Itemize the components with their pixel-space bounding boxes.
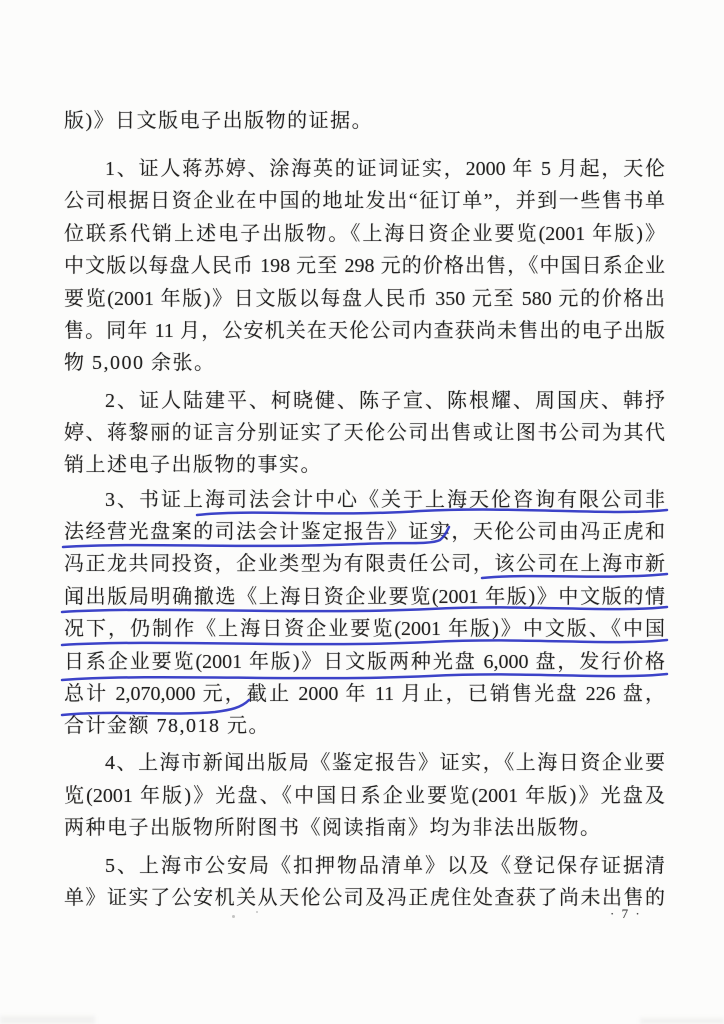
page-number: · 7 · [610, 906, 642, 921]
document-line: 售。同年 11 月，公安机关在天伦公司内查获尚未售出的电子出版 [64, 320, 665, 342]
document-line: 闻出版局明确撤选《上海日资企业要览(2001 年版)》中文版的情 [64, 586, 665, 608]
document-line: 日系企业要览(2001 年版)》日文版两种光盘 6,000 盘，发行价格 [64, 651, 665, 673]
document-line: 合计金额 78,018 元。 [64, 715, 270, 737]
document-line: 览(2001 年版)》光盘、《中国日系企业要览(2001 年版)》光盘及 [64, 785, 665, 807]
document-line: 1、证人蒋苏婷、涂海英的证词证实，2000 年 5 月起，天伦 [105, 158, 665, 180]
document-line: 位联系代销上述电子出版物。《上海日资企业要览(2001 年版)》 [64, 223, 665, 245]
document-line: 婷、蒋黎丽的证言分别证实了天伦公司出售或让图书公司为其代 [64, 422, 665, 444]
scan-speck [256, 911, 258, 913]
scan-smudge [0, 1016, 95, 1024]
document-line: 销上述电子出版物的事实。 [64, 454, 322, 476]
document-line: 总计 2,070,000 元，截止 2000 年 11 月止，已销售光盘 226 盘， [64, 683, 665, 705]
document-line: 法经营光盘案的司法会计鉴定报告》证实，天伦公司由冯正虎和 [64, 521, 665, 543]
document-line: 单》证实了公安机关从天伦公司及冯正虎住处查获了尚未出售的 [64, 887, 665, 909]
document-line: 要览(2001 年版)》日文版以每盘人民币 350 元至 580 元的价格出 [64, 288, 665, 310]
document-line: 冯正龙共同投资，企业类型为有限责任公司，该公司在上海市新 [64, 553, 665, 575]
scan-speck [232, 915, 235, 918]
document-line: 况下，仍制作《上海日资企业要览(2001 年版)》中文版、《中国 [64, 618, 665, 640]
document-line: 5、上海市公安局《扣押物品清单》以及《登记保存证据清 [105, 855, 665, 877]
document-line: 4、上海市新闻出版局《鉴定报告》证实，《上海日资企业要 [105, 752, 665, 774]
document-line: 公司根据日资企业在中国的地址发出“征订单”，并到一些售书单 [64, 190, 665, 212]
document-line: 中文版以每盘人民币 198 元至 298 元的价格出售，《中国日系企业 [64, 255, 665, 277]
document-line: 版)》日文版电子出版物的证据。 [64, 110, 374, 132]
document-line: 物 5,000 余张。 [64, 352, 216, 374]
document-line: 两种电子出版物所附图书《阅读指南》均为非法出版物。 [64, 817, 602, 839]
scan-smudge [640, 1018, 724, 1024]
document-line: 3、书证上海司法会计中心《关于上海天伦咨询有限公司非 [105, 489, 665, 511]
document-line: 2、证人陆建平、柯晓健、陈子宣、陈根耀、周国庆、韩抒 [105, 390, 665, 412]
